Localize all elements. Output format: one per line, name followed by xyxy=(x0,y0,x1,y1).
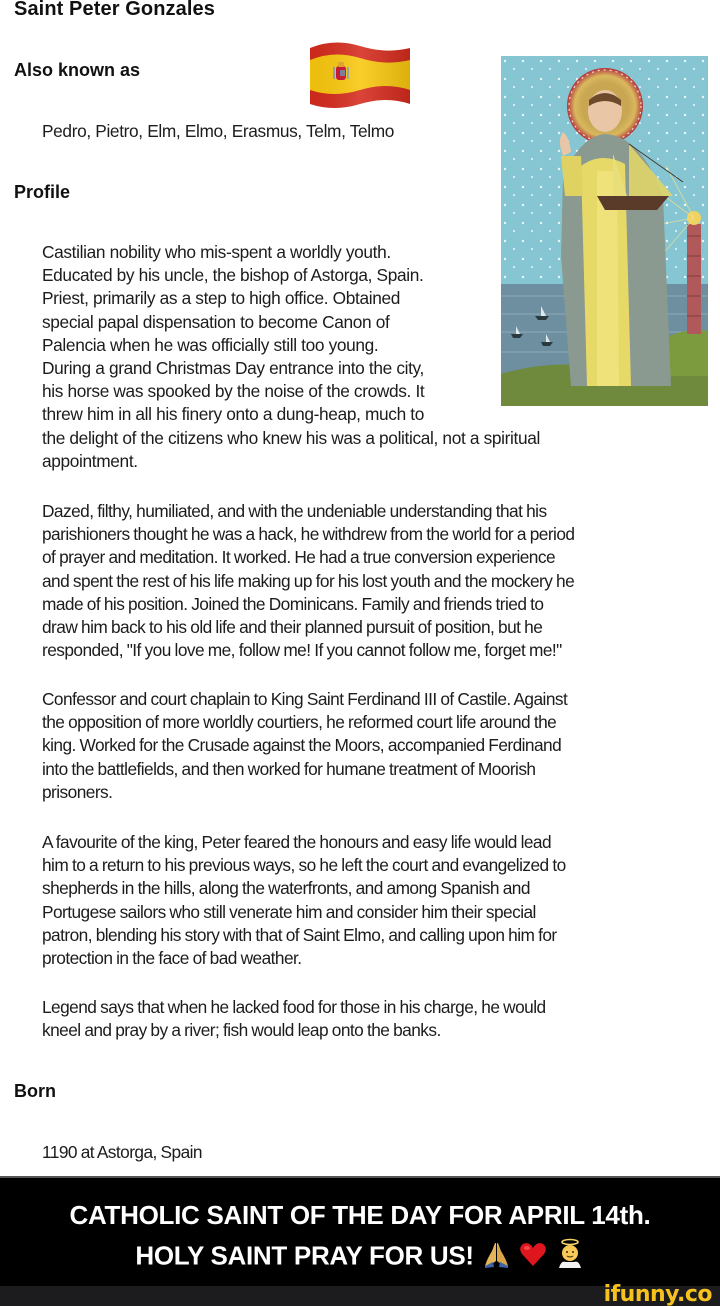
profile-paragraph-4: A favourite of the king, Peter feared the honours and easy life would lead him to a return to his previous ways, so he left the court and evangelized to shepherds in the hills, along the waterfronts, and among Spanish and Portugese sailors who still venerate him and consider him their special patron, blending his story with that of Saint Elmo, and calling upon him for protection in the face of bad weather. xyxy=(42,832,566,969)
folded-hands-icon xyxy=(481,1239,511,1276)
also-known-as-heading: Also known as xyxy=(14,60,141,80)
profile-paragraph-2: Dazed, filthy, humiliated, and with the undeniable understanding that his parishioners thought he was a hack, he withdrew from the world for a period of prayer and meditation. It worked. He had a true conversion experience and spent the rest of his life making up for his lost youth and the mockery he made of his position. Joined the Dominicans. Family and friends tried to draw him back to his old life and their planned pursuit of position, but he responded, "If you love me, follow me! If you cannot follow me, forget me!" xyxy=(42,501,575,661)
profile-paragraph-3: Confessor and court chaplain to King Saint Ferdinand III of Castile. Against the opposition of more worldly courtiers, he reformed court life around the king. Worked for the Crusade against the Moors, accompanied Ferdinand into the battlefields, and then worked for humane treatment of Moorish prisoners. xyxy=(42,689,568,802)
ifunny-watermark: ifunny.co xyxy=(603,1282,712,1306)
born-value: 1190 at Astorga, Spain xyxy=(42,1142,202,1162)
spain-flag-icon xyxy=(308,38,412,110)
meme-caption xyxy=(0,1176,720,1286)
born-heading: Born xyxy=(14,1081,56,1101)
red-heart-icon xyxy=(518,1239,548,1276)
caption-line-1: CATHOLIC SAINT OF THE DAY FOR APRIL 14th. xyxy=(69,1200,651,1230)
profile-paragraph-5: Legend says that when he lacked food for those in his charge, he would kneel and pray by a river; fish would leap onto the banks. xyxy=(42,997,546,1041)
also-known-as-value: Pedro, Pietro, Elm, Elmo, Erasmus, Telm, Telmo xyxy=(42,121,395,141)
profile-paragraph-1: Castilian nobility who mis-spent a worldly youth. Educated by his uncle, the bishop of Astorga, Spain. Priest, primarily as a step to high office. Obtained special papal dispensation to become Canon of Palencia when he was officially still too young. During a grand Christmas Day entrance into the city, his horse was spooked by the noise of the crowds. It threw him in all his finery onto a dung-heap, much to the delight of the citizens who knew his was a political, not a spiritual appointment. xyxy=(42,242,540,471)
baby-angel-icon xyxy=(555,1238,585,1277)
page-title: Saint Peter Gonzales xyxy=(14,0,215,20)
watermark-bar xyxy=(0,1282,720,1306)
profile-heading: Profile xyxy=(14,182,71,202)
caption-line-2: HOLY SAINT PRAY FOR US! xyxy=(0,1238,720,1277)
